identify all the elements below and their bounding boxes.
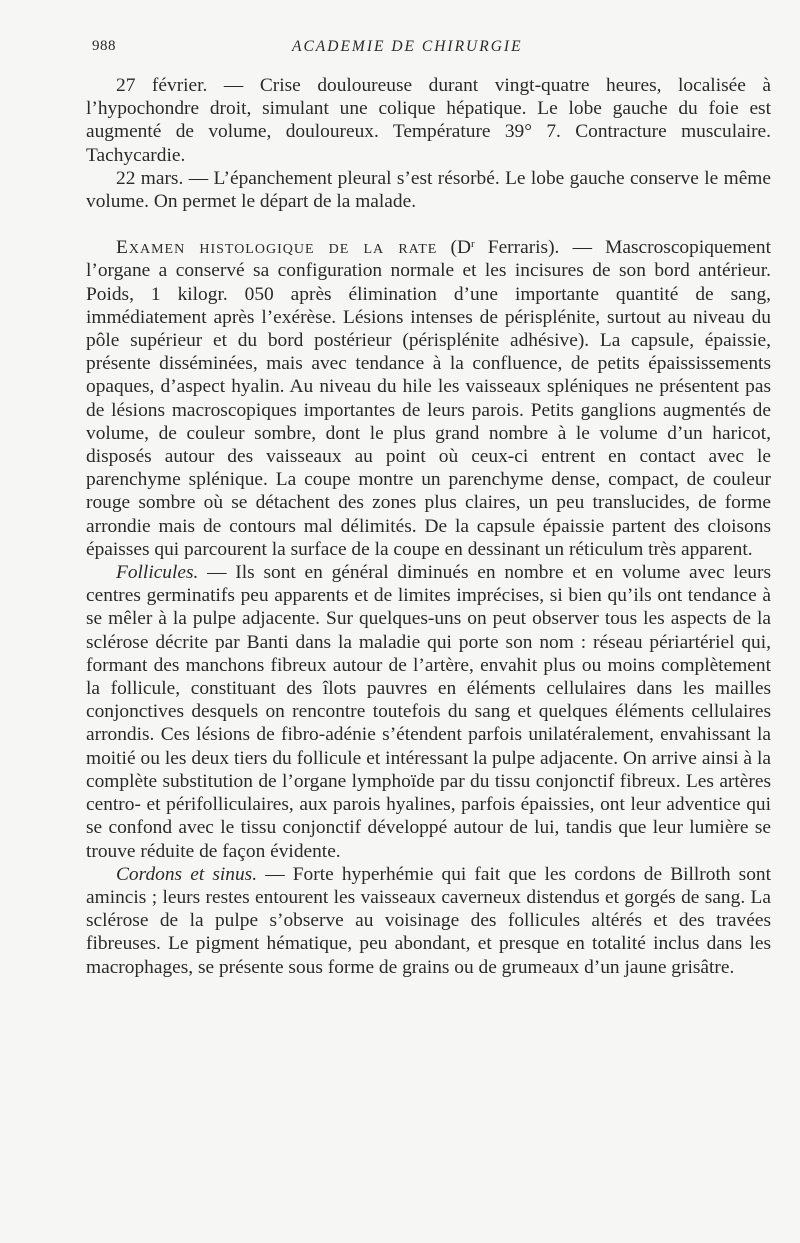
- author-name: Ferraris).: [474, 237, 560, 259]
- histology-text: — Mascroscopiquement l’organe a conservé sa configuration normale et les incisures de son bord antérieur. Poids, 1 kilogr. 050 après élimination d’une importante quantité de sang, immédiatement après l’exérèse. Lésions intenses de périsplénite, surtout au niveau du pôle supérieur et du bord postérieur (périsplénite adhésive). La capsule, épaissie, présente disséminées, mais avec tendance à la confluence, de petits épaississements opaques, d’aspect hyalin. Au niveau du hile les vaisseaux spléniques ne présentent pas de lésions macroscopiques importantes de leurs parois. Petits ganglions augmentés de volume, de couleur sombre, dont le plus grand nombre à le volume d’un haricot, disposés autour des vaisseaux au point où ceux-ci entrent en contact avec le parenchyme splénique. La coupe montre un parenchyme dense, compact, de couleur rouge sombre où se détachent des zones plus claires, un peu translucides, de forme arrondie mais de contours mal délimités. De la capsule épaissie partent des cloisons épaisses qui parcourent la surface de la coupe en dessinant un réticulum très apparent.: [86, 237, 771, 560]
- paragraph-histology: [86, 236, 771, 561]
- paragraph-clinical-march: 22 mars. — L’épanchement pleural s’est résorbé. Le lobe gauche conserve le même volume. On permet le départ de la malade.: [86, 167, 771, 213]
- paragraph-clinical-feb: 27 février. — Crise douloureuse durant vingt-quatre heures, localisée à l’hypochondre droit, simulant une colique hépatique. Le lobe gauche du foie est augmenté de volume, douloureux. Température 39° 7. Contracture musculaire. Tachycardie.: [86, 75, 771, 166]
- body-text: [86, 74, 771, 979]
- follicles-text: — Ils sont en général diminués en nombre et en volume avec leurs centres germinatifs peu apparents et de limites imprécises, si bien qu’ils ont tendance à se mêler à la pulpe adjacente. Sur quelques-uns on peut observer tous les aspects de la sclérose décrite par Banti dans la maladie qui porte son nom : réseau périartériel qui, formant des manchons fibreux autour de l’artère, envahit plus ou moins complètement la follicule, constituant des îlots pauvres en éléments cellulaires dans les mailles conjonctives desquels on rencontre toutefois du sang et quelques éléments cellulaires arrondis. Ces lésions de fibro-adénie s’étendent parfois unilatéralement, envahissant la moitié ou les deux tiers du follicule et intéressant la pulpe adjacente. On arrive ainsi à la complète substitution de l’organe lymphoïde par du tissu conjonctif fibreux. Les artères centro- et périfolliculaires, aux parois hyalines, parfois épaissies, ont leur adventice qui se confond avec le tissu conjonctif développé autour de lui, tandis que leur lumière se trouve réduite de façon évidente.: [86, 562, 771, 862]
- page-header: [92, 38, 770, 60]
- paragraph-follicles: [86, 561, 771, 863]
- running-head: ACADEMIE DE CHIRURGIE: [292, 38, 523, 55]
- author-prefix: (D: [437, 237, 471, 259]
- subheading-cords: Cordons et sinus.: [116, 863, 258, 885]
- page-number: 988: [92, 38, 116, 54]
- section-heading-histology: Examen histologique de la rate: [116, 237, 438, 259]
- cords-text: — Forte hyperhémie qui fait que les cordons de Billroth sont amincis ; leurs restes entourent les vaisseaux caverneux distendus et gorgés de sang. La sclérose de la pulpe s’observe au voisinage des follicules altérés et des travées fibreuses. Le pigment hématique, peu abondant, et presque en totalité inclus dans les macrophages, se présente sous forme de grains ou de grumeaux d’un jaune grisâtre.: [86, 863, 771, 978]
- paragraph-cords: [86, 863, 771, 979]
- author-title-superscript: r: [470, 238, 475, 251]
- subheading-follicles: Follicules.: [116, 562, 199, 584]
